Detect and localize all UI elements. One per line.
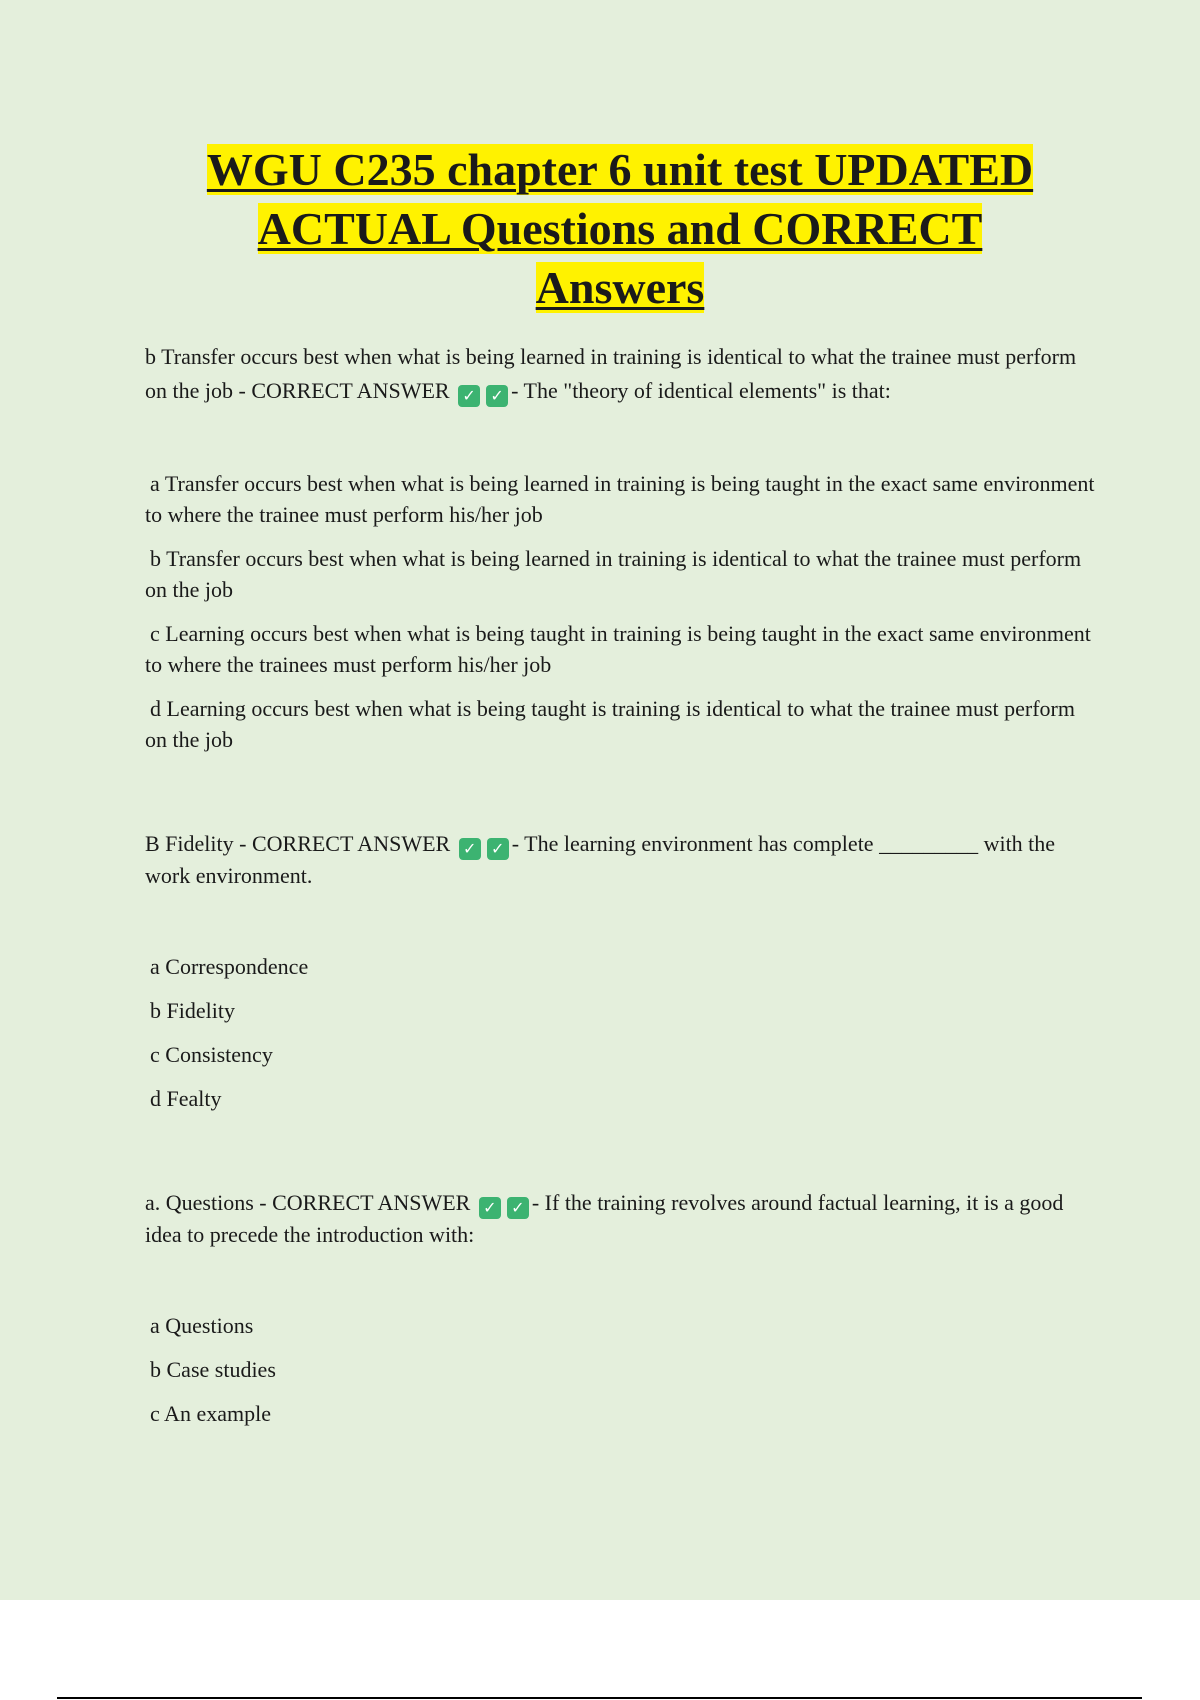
title-line-3: Answers	[535, 262, 705, 313]
correct-answer-label: CORRECT ANSWER	[251, 831, 451, 856]
question-1-option-b: b Transfer occurs best when what is being learned in training is identical to what the trainee must perform on the job	[145, 546, 1082, 602]
question-3-prompt: - If the training revolves around factual learning, it is a good idea to precede the introduction with:	[145, 1190, 1064, 1247]
question-1-option-c: c Learning occurs best when what is being taught in training is being taught in the exact same environment to where the trainees must perform his/her job	[145, 621, 1091, 677]
question-2-stem	[145, 828, 1095, 891]
question-1-answer: b Transfer occurs best when what is being learned in training is identical to what the trainee must perform on the job -	[145, 344, 1077, 403]
check-box-icon: ✓	[487, 838, 509, 860]
question-3-answer: a. Questions -	[145, 1190, 273, 1215]
question-2-option-c: c Consistency	[150, 1042, 273, 1067]
question-3-option-a: a Questions	[150, 1313, 254, 1338]
question-3-stem	[145, 1187, 1095, 1250]
correct-answer-label: CORRECT ANSWER	[272, 1190, 471, 1215]
question-1-prompt: - The "theory of identical elements" is that:	[511, 378, 891, 403]
correct-answer-label: CORRECT ANSWER	[251, 378, 450, 403]
question-3-option-b: b Case studies	[150, 1357, 276, 1382]
question-1-option-d: d Learning occurs best when what is being taught is training is identical to what the trainee must perform on the job	[145, 696, 1075, 752]
question-2-answer: B Fidelity -	[145, 831, 252, 856]
question-3-option-c: c An example	[150, 1401, 271, 1426]
title-line-1: WGU C235 chapter 6 unit test UPDATED	[206, 144, 1034, 195]
question-1-stem	[145, 340, 1095, 408]
check-box-icon: ✓	[458, 385, 480, 407]
spacer	[145, 891, 1095, 951]
footer-divider	[57, 1697, 1142, 1699]
spacer	[145, 1127, 1095, 1187]
questions-body	[145, 340, 1095, 1442]
check-box-icon: ✓	[486, 385, 508, 407]
question-2-prompt: - The learning environment has complete _________ with the work environment.	[145, 831, 1056, 888]
title-line-2: ACTUAL Questions and CORRECT	[257, 203, 983, 254]
question-2-option-b: b Fidelity	[150, 998, 235, 1023]
document-title	[140, 140, 1100, 317]
check-box-icon: ✓	[479, 1197, 501, 1219]
question-1-option-a: a Transfer occurs best when what is being learned in training is being taught in the exact same environment to where the trainee must perform his/her job	[145, 471, 1095, 527]
question-2-option-a: a Correspondence	[150, 954, 309, 979]
spacer	[145, 768, 1095, 828]
check-box-icon: ✓	[459, 838, 481, 860]
question-2-option-d: d Fealty	[150, 1086, 222, 1111]
check-box-icon: ✓	[507, 1197, 529, 1219]
spacer	[145, 408, 1095, 468]
spacer	[145, 1250, 1095, 1310]
